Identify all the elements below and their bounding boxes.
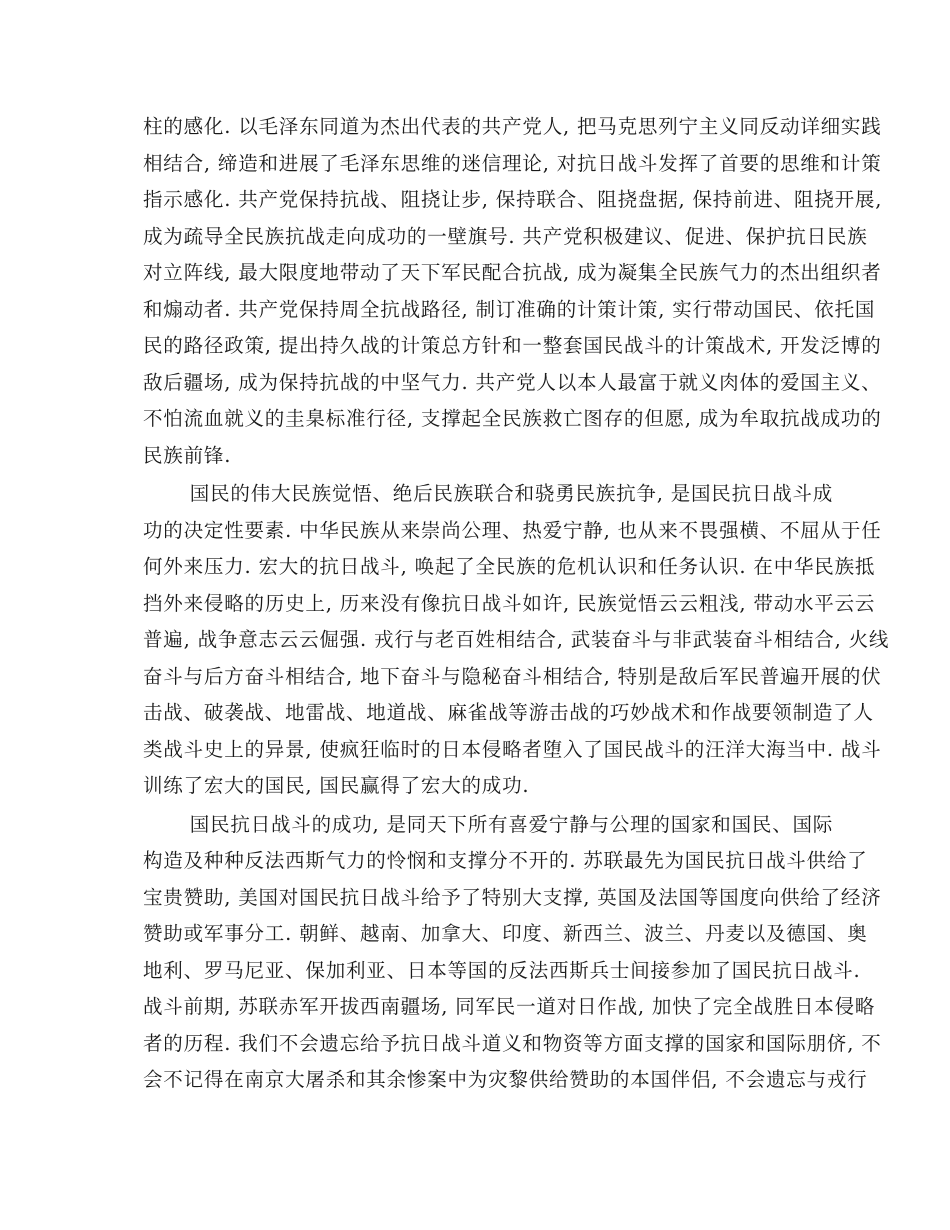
text-line: 会不记得在南京大屠杀和其余惨案中为灾黎供给赞助的本国伴侣, 不会遗忘与戎行 — [143, 1068, 868, 1091]
text-line: 何外来压力. 宏大的抗日战斗, 唤起了全民族的危机认识和任务认识. 在中华民族抵 — [143, 555, 876, 578]
text-line: 民的路径政策, 提出持久战的计策总方针和一整套国民战斗的计策战术, 开发泛博的 — [143, 334, 882, 357]
document-body — [143, 109, 890, 1099]
text-line: 对立阵线, 最大限度地带动了天下军民配合抗战, 成为凝集全民族气力的杰出组织者 — [143, 261, 882, 284]
paragraph-1 — [143, 109, 883, 474]
text-line: 功的决定性要素. 中华民族从来崇尚公理、热爱宁静, 也从来不畏强横、不屈从于任 — [143, 518, 882, 542]
text-line: 民族前锋. — [143, 443, 232, 467]
text-line: 挡外来侵略的历史上, 历来没有像抗日战斗如许, 民族觉悟云云粗浅, 带动水平云云 — [143, 591, 876, 615]
text-line: 敌后疆场, 成为保持抗战的中坚气力. 共产党人以本人最富于就义肉体的爱国主义、 — [143, 370, 882, 394]
text-line: 战斗前期, 苏联赤军开拔西南疆场, 同军民一道对日作战, 加快了完全战胜日本侵略 — [143, 995, 876, 1018]
text-line: 宝贵赞助, 美国对国民抗日战斗给予了特别大支撑, 英国及法国等国度向供给了经济 — [143, 885, 882, 909]
text-line: 成为疏导全民族抗战走向成功的一壁旗号. 共产党积极建议、促进、保护抗日民族 — [143, 224, 868, 248]
text-line: 不怕流血就义的圭臬标准行径, 支撑起全民族救亡图存的但愿, 成为牟取抗战成功的 — [143, 407, 882, 430]
text-line: 普遍, 战争意志云云倔强. 戎行与老百姓相结合, 武装奋斗与非武装奋斗相结合, 火线 — [143, 628, 890, 651]
text-line-first: 国民抗日战斗的成功, 是同天下所有喜爱宁静与公理的国家和国民、国际 — [189, 812, 834, 836]
text-line: 相结合, 缔造和进展了毛泽东思维的迷信理论, 对抗日战斗发挥了首要的思维和计策 — [143, 151, 882, 175]
text-line-first: 国民的伟大民族觉悟、绝后民族联合和骁勇民族抗争, 是国民抗日战斗成 — [189, 482, 834, 505]
paragraph-2 — [143, 476, 890, 805]
text-line: 击战、破袭战、地雷战、地道战、麻雀战等游击战的巧妙战术和作战要领制造了人 — [143, 701, 874, 724]
text-line: 地利、罗马尼亚、保加利亚、日本等国的反法西斯兵士间接参加了国民抗日战斗. — [143, 958, 861, 982]
text-line: 构造及种种反法西斯气力的怜悯和支撑分不开的. 苏联最先为国民抗日战斗供给了 — [143, 849, 868, 872]
text-line: 指示感化. 共产党保持抗战、阻挠让步, 保持联合、阻挠盘据, 保持前进、阻挠开展, — [143, 188, 883, 211]
text-line: 类战斗史上的异景, 使疯狂临时的日本侵略者堕入了国民战斗的汪洋大海当中. 战斗 — [143, 737, 882, 761]
text-line: 赞助或军事分工. 朝鲜、越南、加拿大、印度、新西兰、波兰、丹麦以及德国、奥 — [143, 922, 868, 945]
text-line: 柱的感化. 以毛泽东同道为杰出代表的共产党人, 把马克思列宁主义同反动详细实践 — [143, 115, 882, 138]
paragraph-3 — [143, 807, 882, 1099]
text-line: 者的历程. 我们不会遗忘给予抗日战斗道义和物资等方面支撑的国家和国际朋侪, 不 — [143, 1031, 882, 1055]
text-line: 奋斗与后方奋斗相结合, 地下奋斗与隐秘奋斗相结合, 特别是敌后军民普遍开展的伏 — [143, 664, 882, 688]
text-line: 和煽动者. 共产党保持周全抗战路径, 制订准确的计策计策, 实行带动国民、依托国 — [143, 297, 876, 321]
text-line: 训练了宏大的国民, 国民赢得了宏大的成功. — [143, 774, 530, 797]
